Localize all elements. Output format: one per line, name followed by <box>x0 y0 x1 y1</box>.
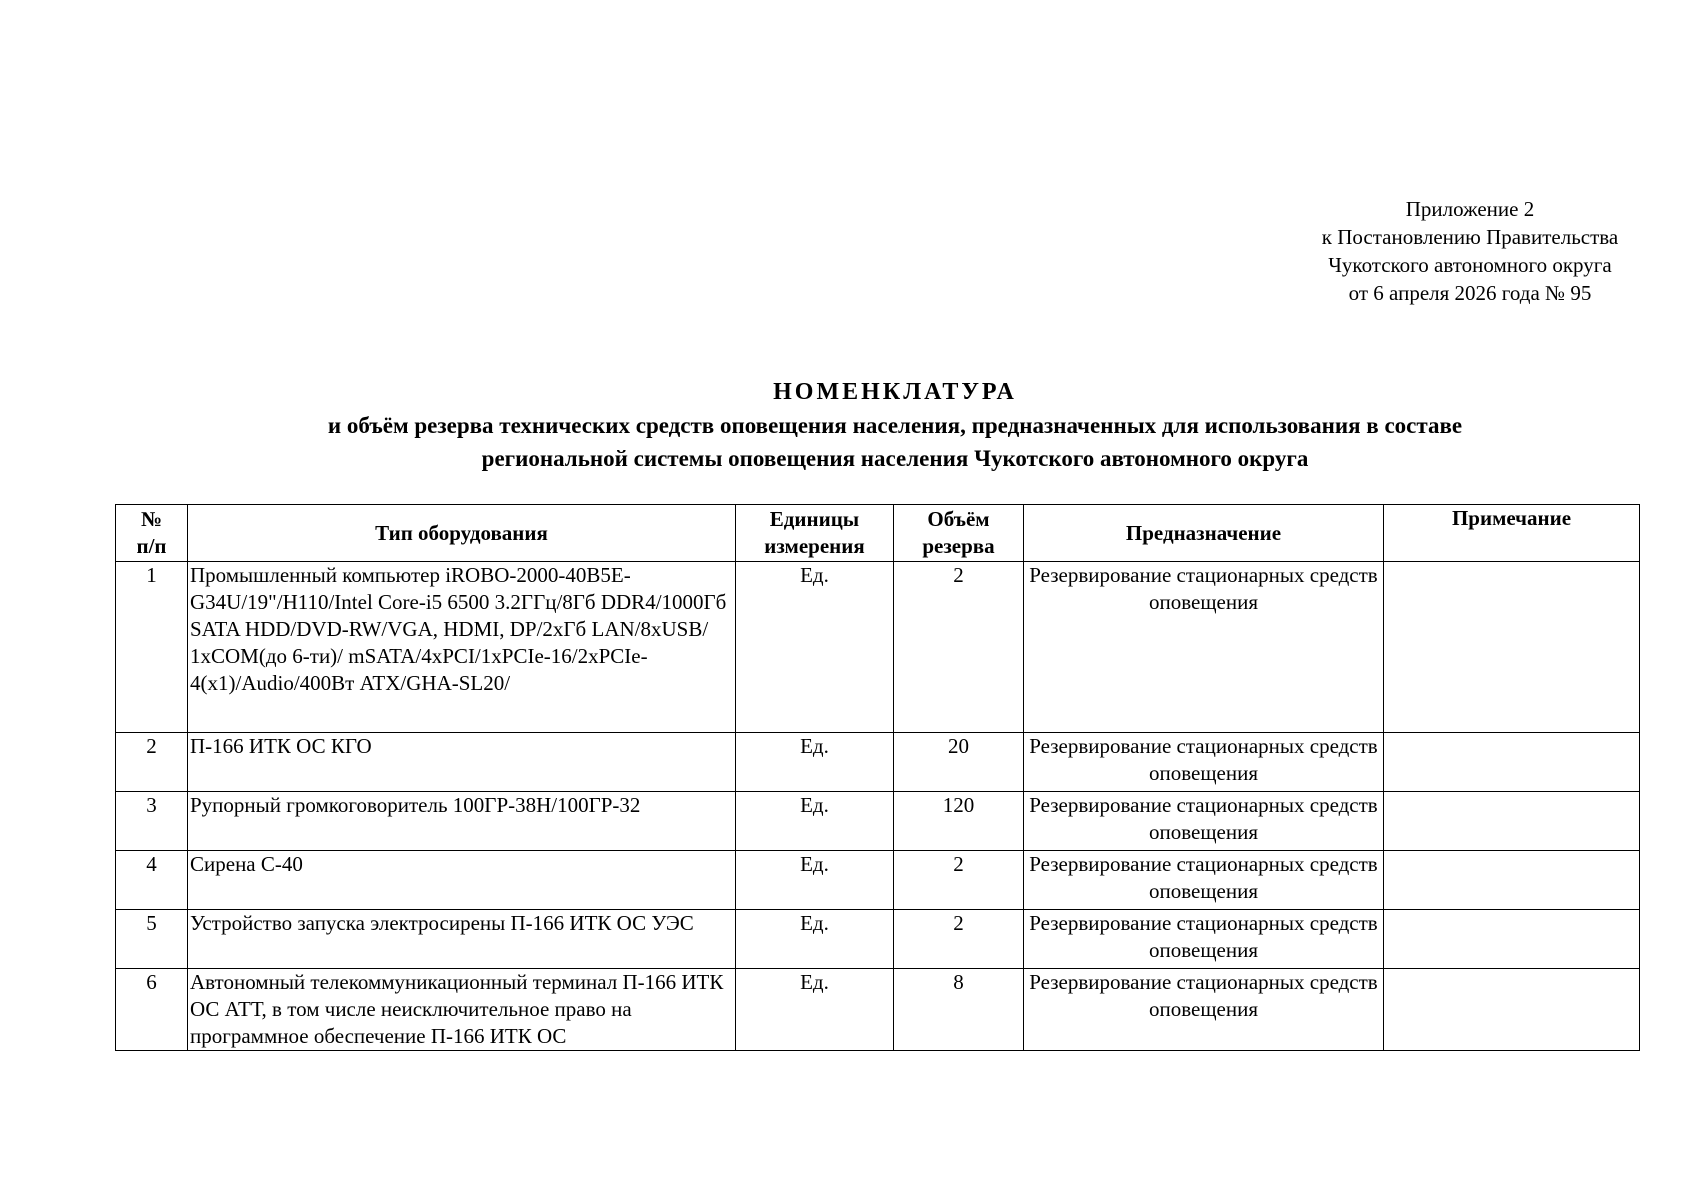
cell-note <box>1384 910 1640 969</box>
header-purpose: Предназначение <box>1024 505 1384 562</box>
cell-number: 4 <box>116 851 188 910</box>
header-quantity-line-1: Объём <box>927 507 990 531</box>
header-number-line-2: п/п <box>136 534 167 558</box>
header-number-line-1: № <box>140 507 163 531</box>
header-quantity <box>894 505 1024 562</box>
document-title <box>115 375 1675 475</box>
cell-number: 1 <box>116 562 188 733</box>
table-row <box>116 733 1640 792</box>
cell-unit: Ед. <box>736 562 894 733</box>
title-subtitle-line-2: региональной системы оповещения населения Чукотского автономного округа <box>481 446 1309 471</box>
cell-equipment-type: Сирена С-40 <box>188 851 736 910</box>
cell-quantity: 2 <box>894 910 1024 969</box>
table-row <box>116 969 1640 1051</box>
cell-unit: Ед. <box>736 969 894 1051</box>
cell-unit: Ед. <box>736 851 894 910</box>
cell-number: 5 <box>116 910 188 969</box>
cell-unit: Ед. <box>736 910 894 969</box>
table-row <box>116 792 1640 851</box>
cell-quantity: 20 <box>894 733 1024 792</box>
header-note: Примечание <box>1384 505 1640 562</box>
header-unit <box>736 505 894 562</box>
appendix-line: Чукотского автономного округа <box>1328 253 1612 277</box>
appendix-line: к Постановлению Правительства <box>1321 225 1619 249</box>
table-row <box>116 562 1640 733</box>
cell-purpose: Резервирование стационарных средств оповещения <box>1024 910 1384 969</box>
header-unit-line-1: Единицы <box>769 507 860 531</box>
cell-equipment-type: Рупорный громкоговоритель 100ГР-38Н/100ГР-32 <box>188 792 736 851</box>
cell-purpose: Резервирование стационарных средств оповещения <box>1024 733 1384 792</box>
cell-quantity: 120 <box>894 792 1024 851</box>
cell-number: 2 <box>116 733 188 792</box>
cell-unit: Ед. <box>736 733 894 792</box>
table-row <box>116 851 1640 910</box>
table-row <box>116 910 1640 969</box>
appendix-line: Приложение 2 <box>1405 197 1535 221</box>
appendix-line: от 6 апреля 2026 года № 95 <box>1348 281 1592 305</box>
cell-purpose: Резервирование стационарных средств оповещения <box>1024 969 1384 1051</box>
appendix-reference <box>1270 195 1670 307</box>
cell-equipment-type: П-166 ИТК ОС КГО <box>188 733 736 792</box>
title-main: НОМЕНКЛАТУРА <box>773 379 1017 405</box>
cell-equipment-type: Промышленный компьютер iROBO-2000-40B5E-G34U/19"/H110/Intel Core-i5 6500 3.2ГГц/8Гб DDR4/1000Гб SATA HDD/DVD-RW/VGA, HDMI, DP/2xГб LAN/8xUSB/ 1xCOM(до 6-ти)/ mSATA/4xPCI/1xPCIe-16/2xPCIe-4(x1)/Audio/400Вт ATX/GHA-SL20/ <box>188 562 736 733</box>
header-unit-line-2: измерения <box>764 534 865 558</box>
header-quantity-line-2: резерва <box>922 534 995 558</box>
cell-note <box>1384 969 1640 1051</box>
cell-quantity: 2 <box>894 851 1024 910</box>
cell-unit: Ед. <box>736 792 894 851</box>
cell-note <box>1384 562 1640 733</box>
cell-number: 6 <box>116 969 188 1051</box>
cell-equipment-type: Автономный телекоммуникационный терминал П-166 ИТК ОС АТТ, в том числе неисключительное право на программное обеспечение П-166 ИТК ОС <box>188 969 736 1051</box>
nomenclature-table <box>115 504 1640 1051</box>
cell-note <box>1384 851 1640 910</box>
cell-equipment-type: Устройство запуска электросирены П-166 ИТК ОС УЭС <box>188 910 736 969</box>
title-subtitle-line-1: и объём резерва технических средств оповещения населения, предназначенных для использования в составе <box>327 413 1463 438</box>
table-header-row <box>116 505 1640 562</box>
cell-note <box>1384 733 1640 792</box>
header-equipment-type: Тип оборудования <box>188 505 736 562</box>
cell-quantity: 8 <box>894 969 1024 1051</box>
cell-purpose: Резервирование стационарных средств оповещения <box>1024 562 1384 733</box>
cell-purpose: Резервирование стационарных средств оповещения <box>1024 851 1384 910</box>
cell-number: 3 <box>116 792 188 851</box>
cell-note <box>1384 792 1640 851</box>
cell-purpose: Резервирование стационарных средств оповещения <box>1024 792 1384 851</box>
cell-quantity: 2 <box>894 562 1024 733</box>
header-number <box>116 505 188 562</box>
